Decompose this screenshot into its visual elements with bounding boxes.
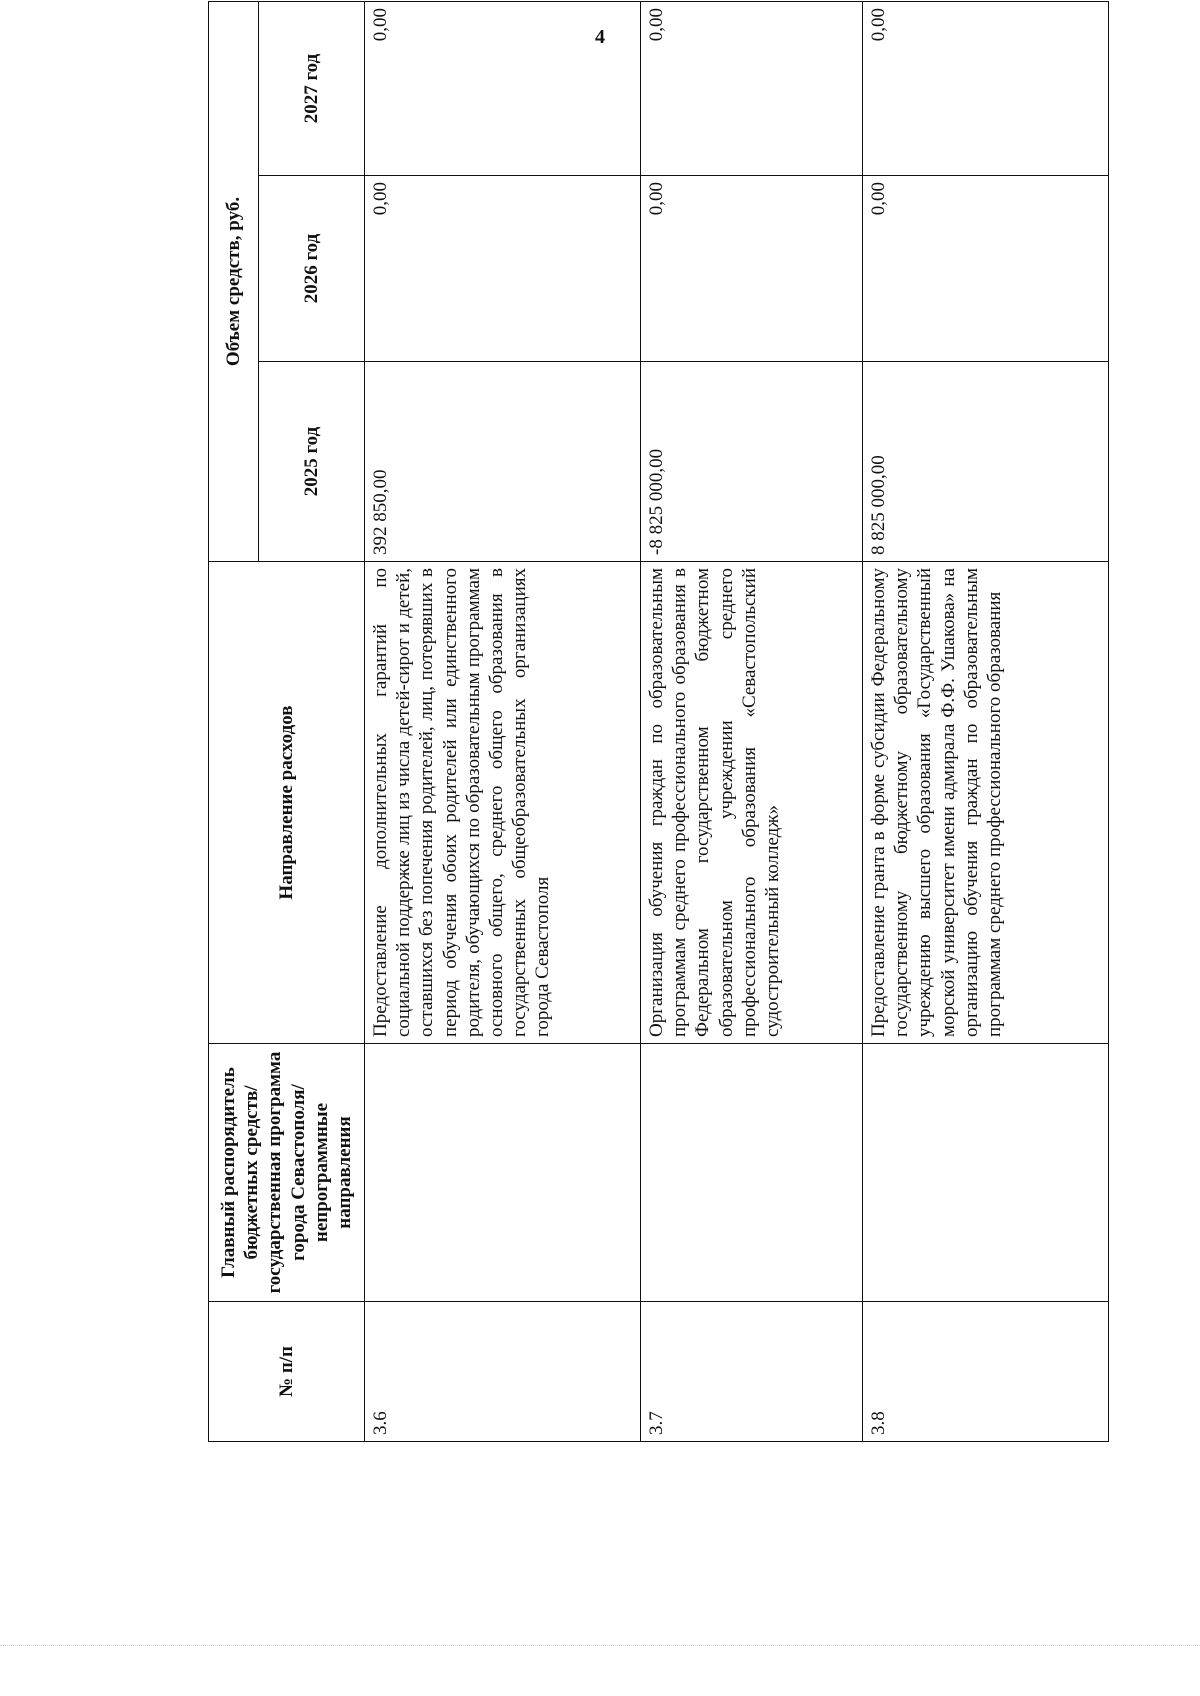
- row-value-2027: 0,00: [641, 2, 863, 176]
- table-row: [863, 2, 1109, 1442]
- scan-edge-line: [0, 1645, 1200, 1647]
- header-year-2026: 2026 год: [259, 176, 365, 362]
- row-number: 3.7: [641, 1302, 863, 1442]
- page-number: 4: [595, 26, 605, 48]
- table-row: [641, 2, 863, 1442]
- row-number: 3.8: [863, 1302, 1109, 1442]
- row-main-manager: [863, 1044, 1109, 1302]
- header-row-1: [209, 2, 259, 1442]
- table-row: [365, 2, 641, 1442]
- row-main-manager: [365, 1044, 641, 1302]
- header-volume: Объем средств, руб.: [209, 2, 259, 562]
- row-value-2026: 0,00: [863, 176, 1109, 362]
- budget-table: [208, 1, 1109, 1442]
- row-value-2025: 392 850,00: [365, 362, 641, 562]
- row-number: 3.6: [365, 1302, 641, 1442]
- header-num: № п/п: [209, 1302, 365, 1442]
- header-main-manager: Главный распорядитель бюджетных средств/государственная программа города Севастополя/непрограммные направления: [209, 1044, 365, 1302]
- rotated-table-wrapper: [208, 8, 1108, 1442]
- header-year-2025: 2025 год: [259, 362, 365, 562]
- row-value-2026: 0,00: [365, 176, 641, 362]
- row-direction: Предоставление гранта в форме субсидии Федеральному государственному бюджетному образовательному учреждению высшего образования «Государственный морской университет имени адмирала Ф.Ф. Ушакова» на организацию обучения граждан по образовательным программам среднего профессионального образования: [863, 562, 1109, 1044]
- row-main-manager: [641, 1044, 863, 1302]
- row-direction: Организация обучения граждан по образовательным программам среднего профессионального образования в Федеральном государственном бюджетном образовательном учреждении среднего профессионального образования «Севастопольский судостроительный колледж»: [641, 562, 863, 1044]
- header-year-2027: 2027 год: [259, 2, 365, 176]
- row-direction: Предоставление дополнительных гарантий по социальной поддержке лиц из числа детей-сирот и детей, оставшихся без попечения родителей, лиц, потерявших в период обучения обоих родителей или единственного родителя, обучающихся по образовательным программам основного общего, среднего общего образования в государственных общеобразовательных организациях города Севастополя: [365, 562, 641, 1044]
- row-value-2025: 8 825 000,00: [863, 362, 1109, 562]
- row-value-2027: 0,00: [365, 2, 641, 176]
- row-value-2026: 0,00: [641, 176, 863, 362]
- row-value-2025: -8 825 000,00: [641, 362, 863, 562]
- row-value-2027: 0,00: [863, 2, 1109, 176]
- header-direction: Направление расходов: [209, 562, 365, 1044]
